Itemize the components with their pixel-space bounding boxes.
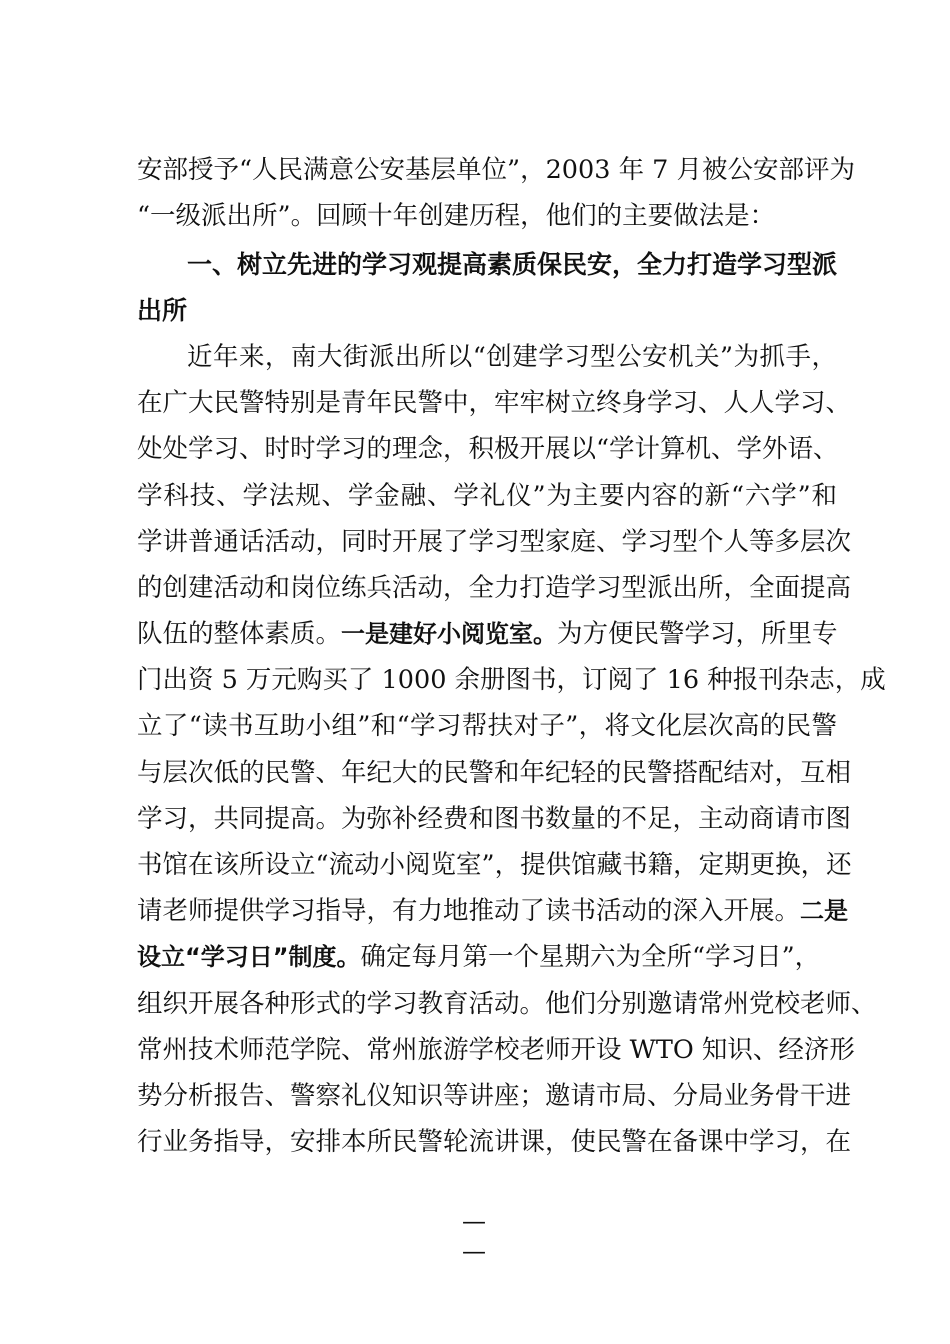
mixed-text-line (137, 891, 849, 931)
key-point-two: 设立“学习日”制度。 (137, 943, 361, 971)
body-text-line: 行业务指导，安排本所民警轮流讲课，使民警在备课中学习，在 (137, 1127, 852, 1157)
body-text-line: 与层次低的民警、年纪大的民警和年纪轻的民警搭配结对，互相 (137, 758, 852, 788)
body-text-line: 学讲普通话活动，同时开展了学习型家庭、学习型个人等多层次 (137, 527, 852, 557)
body-text-segment: 队伍的整体素质。 (137, 619, 342, 649)
body-text-line: 在广大民警特别是青年民警中，牢牢树立终身学习、人人学习、 (137, 388, 852, 418)
body-text-line: 常州技术师范学院、常州旅游学校老师开设 WTO 知识、经济形 (137, 1035, 855, 1065)
body-text-line: 的创建活动和岗位练兵活动，全力打造学习型派出所，全面提高 (137, 573, 852, 603)
body-text-line: 立了“读书互助小组”和“学习帮扶对子”，将文化层次高的民警 (137, 711, 837, 741)
body-text-line: 学科技、学法规、学金融、学礼仪”为主要内容的新“六学”和 (137, 481, 837, 511)
key-point-two-start: 二是 (800, 897, 849, 925)
body-text-line: 学习，共同提高。为弥补经费和图书数量的不足，主动商请市图 (137, 804, 852, 834)
body-text-line: 势分析报告、警察礼仪知识等讲座；邀请市局、分局业务骨干进 (137, 1081, 852, 1111)
body-text-segment: 请老师提供学习指导，有力地推动了读书活动的深入开展。 (137, 896, 801, 926)
body-text-line: 近年来，南大街派出所以“创建学习型公安机关”为抓手， (187, 342, 837, 372)
body-text-line: 门出资 5 万元购买了 1000 余册图书，订阅了 16 种报刊杂志，成 (137, 665, 886, 695)
body-text-line: 书馆在该所设立“流动小阅览室”，提供馆藏书籍，定期更换，还 (137, 850, 852, 880)
body-text-segment: 为方便民警学习，所里专 (557, 619, 838, 649)
key-point-one: 一是建好小阅览室。 (341, 620, 558, 648)
mixed-text-line (137, 614, 837, 654)
page-number: — — (462, 1207, 518, 1265)
body-text-line: 安部授予“人民满意公安基层单位”，2003 年 7 月被公安部评为 (137, 155, 856, 185)
section-heading: 一、树立先进的学习观提高素质保民安，全力打造学习型派 (187, 250, 838, 279)
body-text-line: “一级派出所”。回顾十年创建历程，他们的主要做法是： (137, 201, 776, 231)
mixed-text-line (137, 937, 837, 977)
body-text-line: 组织开展各种形式的学习教育活动。他们分别邀请常州党校老师、 (137, 989, 877, 1019)
body-text-segment: 确定每月第一个星期六为全所“学习日”， (360, 942, 821, 972)
section-heading-continued: 出所 (137, 296, 188, 325)
body-text-line: 处处学习、时时学习的理念，积极开展以“学计算机、学外语、 (137, 434, 839, 464)
